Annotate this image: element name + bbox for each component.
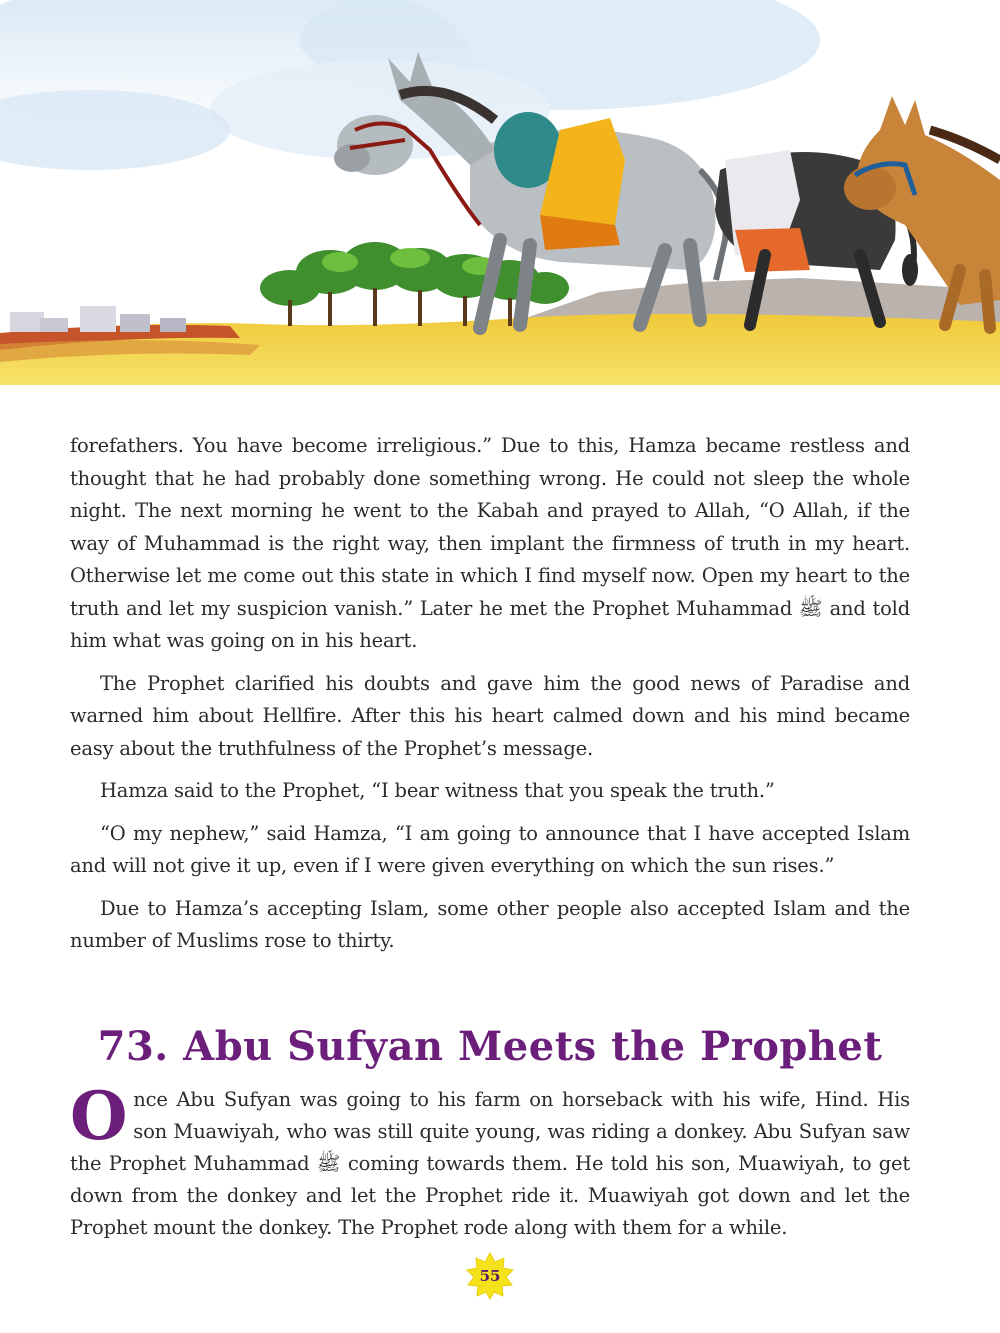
drop-cap: O bbox=[70, 1077, 128, 1155]
paragraph-1: forefathers. You have become irreligious.” Due to this, Hamza became restless and thought that he had probably done something wrong. He could not sleep the whole night. The next morning he went to the Kabah and prayed to Allah, “O Allah, if the way of Muhammad is the right way, then implant the firmness of truth in my heart. Otherwise let me come out this state in which I find myself now. Open my heart to the truth and let my suspicion vanish.” Later he met the Prophet Muhammad ﷺ and told him what was going on in his heart. bbox=[70, 434, 910, 652]
story-text-block bbox=[70, 430, 910, 968]
paragraph-5: Due to Hamza’s accepting Islam, some other people also accepted Islam and the number of Muslims rose to thirty. bbox=[70, 896, 910, 952]
paragraph-4: “O my nephew,” said Hamza, “I am going to announce that I have accepted Islam and will not give it up, even if I were given everything on which the sun rises.” bbox=[70, 821, 910, 877]
chapter-body-text: nce Abu Sufyan was going to his farm on horseback with his wife, Hind. His son Muawiyah, who was still quite young, was riding a donkey. Abu Sufyan saw the Prophet Muhammad ﷺ coming towards them. He told his son, Muawiyah, to get down from the donkey and let the Prophet ride it. Muawiyah got down and let the Prophet mount the donkey. The Prophet rode along with them for a while. bbox=[70, 1088, 910, 1239]
paragraph-3: Hamza said to the Prophet, “I bear witness that you speak the truth.” bbox=[100, 779, 775, 802]
page-number: 55 bbox=[479, 1267, 501, 1285]
page-number-badge bbox=[466, 1252, 514, 1300]
donkey-caravan-illustration bbox=[0, 0, 1000, 385]
chapter-title: 73. Abu Sufyan Meets the Prophet bbox=[97, 1023, 883, 1070]
chapter-body-block bbox=[70, 1077, 910, 1244]
paragraph-2: The Prophet clarified his doubts and gave him the good news of Paradise and warned him about Hellfire. After this his heart calmed down and his mind became easy about the truthfulness of the Prophet’s message. bbox=[70, 671, 910, 760]
chapter-body bbox=[70, 1077, 910, 1244]
